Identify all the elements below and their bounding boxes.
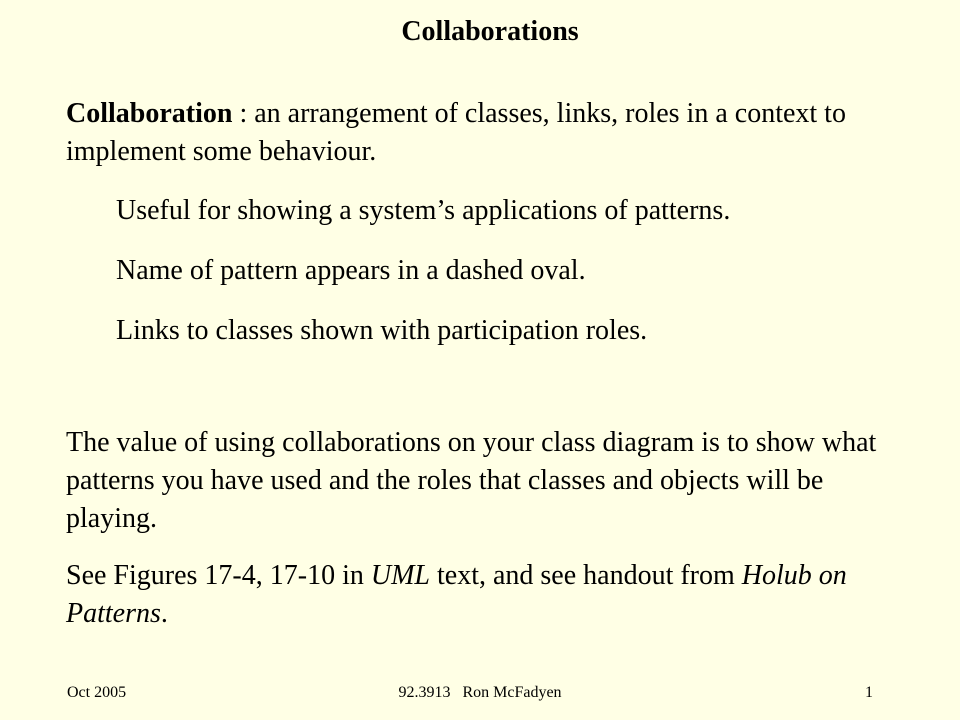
reference-text-2: text, and see handout from [429,560,742,591]
reference-book: Holub on Patterns [66,560,847,629]
point-1: Useful for showing a system’s applications of patterns. [116,195,731,226]
definition-text: : an arrangement of classes, links, roles in a context to implement some behaviour. [66,98,846,167]
slide-title: Collaborations [401,16,579,47]
footer-date: Oct 2005 [67,684,127,701]
reference-text-3: . [160,598,168,629]
footer-page-number: 1 [865,684,873,701]
reference-text-1: See Figures 17-4, 17-10 in [66,560,371,591]
value-paragraph: The value of using collaborations on your class diagram is to show what patterns you have used and the roles that classes and objects will be playing. [66,427,877,534]
reference-paragraph [66,557,896,633]
definition-term: Collaboration [66,98,233,129]
definition-paragraph [66,95,896,171]
point-3: Links to classes shown with participation roles. [116,315,648,346]
point-2: Name of pattern appears in a dashed oval. [116,255,586,286]
footer-course: 92.3913 Ron McFadyen [398,684,562,701]
reference-uml: UML [370,560,430,591]
